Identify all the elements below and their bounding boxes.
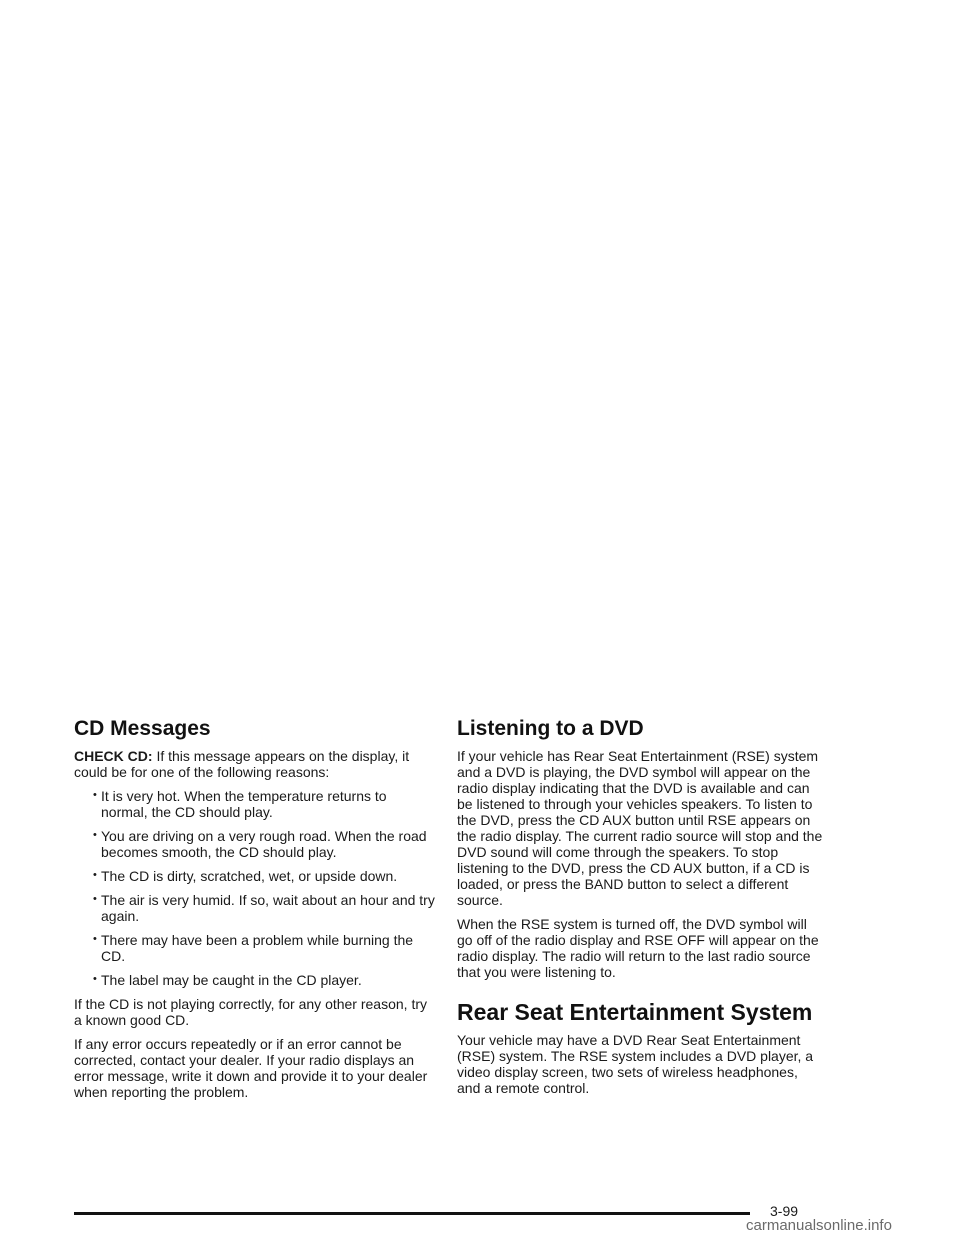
error-paragraph: If any error occurs repeatedly or if an error cannot be corrected, contact your dealer. If your radio displays an error message, write it down and provide it to your dealer when reporting the problem.	[74, 1036, 428, 1100]
reasons-list	[74, 788, 436, 988]
bullet-icon: •	[93, 829, 97, 841]
page-number: 3-99	[770, 1203, 799, 1219]
dvd-paragraph-2: When the RSE system is turned off, the DVD symbol will go off of the radio display and RSE OFF will appear on the radio display. The radio will return to the last radio source that you were listening to.	[457, 916, 819, 980]
section-heading-listening-dvd: Listening to a DVD	[457, 717, 644, 740]
known-good-cd-paragraph: If the CD is not playing correctly, for any other reason, try a known good CD.	[74, 996, 428, 1028]
rse-paragraph: Your vehicle may have a DVD Rear Seat Entertainment (RSE) system. The RSE system includes a DVD player, a video display screen, two sets of wireless headphones, and a remote control.	[457, 1032, 814, 1096]
list-item: • The air is very humid. If so, wait about an hour and try again.	[93, 892, 435, 924]
bullet-icon: •	[93, 893, 97, 905]
section-heading-cd-messages: CD Messages	[74, 717, 211, 740]
watermark-text: carmanualsonline.info	[746, 1217, 892, 1234]
section-heading-rse-system: Rear Seat Entertainment System	[457, 999, 813, 1025]
left-column	[74, 716, 436, 1100]
list-item: • There may have been a problem while burning the CD.	[93, 932, 414, 964]
list-item: • You are driving on a very rough road. When the road becomes smooth, the CD should play.	[93, 828, 427, 860]
check-cd-text: If this message appears on the display, it could be for one of the following reasons:	[74, 748, 410, 780]
dvd-paragraph-1: If your vehicle has Rear Seat Entertainment (RSE) system and a DVD is playing, the DVD symbol will appear on the radio display indicating that the DVD is available and can be listened to through your vehicles speakers. To listen to the DVD, press the CD AUX button until RSE appears on the radio display. The current radio source will stop and the DVD sound will come through the speakers. To stop listening to the DVD, press the CD AUX button, if a CD is loaded, or press the BAND button to select a different source.	[457, 748, 823, 908]
right-column	[457, 716, 823, 1096]
check-cd-paragraph	[74, 748, 436, 780]
list-item: • The CD is dirty, scratched, wet, or upside down.	[93, 868, 398, 884]
bullet-icon: •	[93, 789, 97, 801]
footer-rule	[74, 1212, 750, 1215]
list-item: • The label may be caught in the CD player.	[93, 972, 362, 988]
bullet-icon: •	[93, 973, 97, 985]
bullet-icon: •	[93, 869, 97, 881]
check-cd-label: CHECK CD:	[74, 748, 153, 764]
bullet-icon: •	[93, 933, 97, 945]
list-item: • It is very hot. When the temperature returns to normal, the CD should play.	[93, 788, 387, 820]
